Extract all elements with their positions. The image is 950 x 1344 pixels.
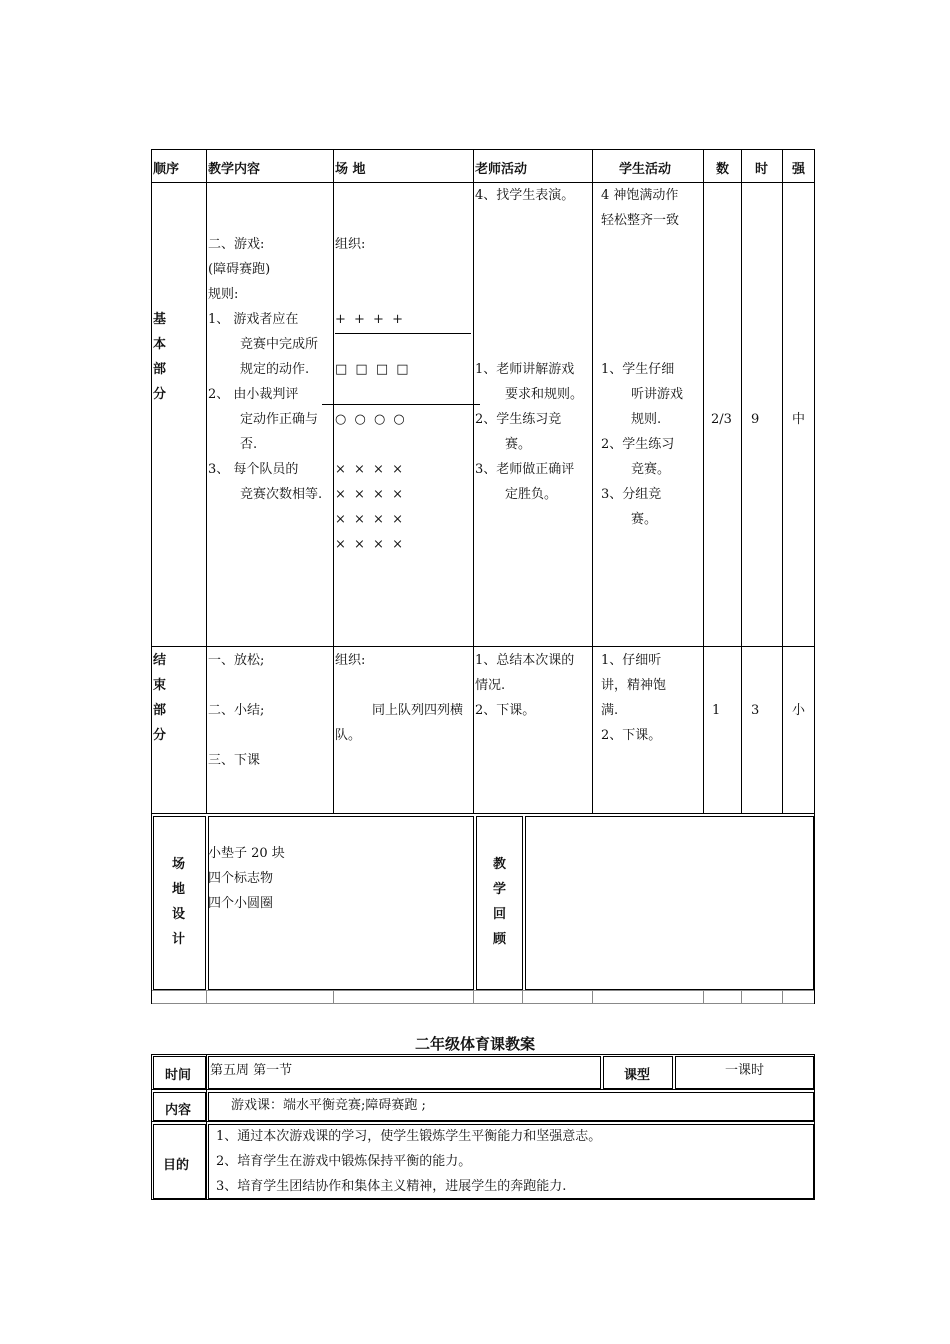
teacher-demo: 4、找学生表演。 <box>475 188 575 203</box>
header-student: 学生活动 <box>619 162 672 177</box>
formation-circle-row: ○ ○ ○ ○ <box>335 412 407 427</box>
ending-count: 1 <box>712 703 721 718</box>
formation-cross-row: × × × × <box>335 487 405 502</box>
type-label: 课型 <box>624 1068 651 1083</box>
time-value: 第五周 第一节 <box>210 1063 293 1078</box>
content-label: 内容 <box>165 1103 192 1118</box>
header-intensity: 强 <box>792 162 806 177</box>
goal-item: 1、通过本次游戏课的学习，使学生锻炼学生平衡能力和坚强意志。 <box>216 1129 602 1144</box>
review-label: 教 学 回 顾 <box>493 857 507 947</box>
header-venue: 场 地 <box>335 162 366 177</box>
ending-section-label: 结 束 部 分 <box>153 653 167 743</box>
basic-count: 2/3 <box>711 412 732 427</box>
goal-item: 3、培育学生团结协作和集体主义精神，进展学生的奔跑能力. <box>216 1179 567 1194</box>
header-content: 教学内容 <box>208 162 261 177</box>
type-value: 一课时 <box>724 1063 764 1078</box>
basic-section-label: 基 本 部 分 <box>153 312 167 402</box>
time-label: 时间 <box>165 1068 192 1083</box>
basic-time: 9 <box>751 412 760 427</box>
plan-title: 二年级体育课教案 <box>414 1035 535 1053</box>
ending-venue-label: 组织: <box>335 653 366 668</box>
basic-venue-label: 组织: <box>335 237 366 252</box>
formation-square-row: □ □ □ □ <box>335 362 411 377</box>
ending-time: 3 <box>751 703 760 718</box>
formation-plus-row: + + + + <box>335 312 405 327</box>
header-order: 顺序 <box>153 162 180 177</box>
goal-item: 2、培育学生在游戏中锻炼保持平衡的能力。 <box>216 1154 472 1169</box>
formation-cross-row: × × × × <box>335 537 405 552</box>
header-count: 数 <box>716 162 730 177</box>
goal-label: 目的 <box>163 1158 190 1173</box>
content-value: 游戏课：端水平衡竞赛;障碍赛跑 ; <box>231 1098 426 1113</box>
formation-cross-row: × × × × <box>335 462 405 477</box>
basic-intensity: 中 <box>792 412 806 427</box>
review-content-box <box>525 816 814 990</box>
ending-intensity: 小 <box>792 703 806 718</box>
formation-cross-row: × × × × <box>335 512 405 527</box>
header-teacher: 老师活动 <box>475 162 528 177</box>
design-label: 场 地 设 计 <box>172 857 186 947</box>
header-time: 时 <box>755 162 769 177</box>
